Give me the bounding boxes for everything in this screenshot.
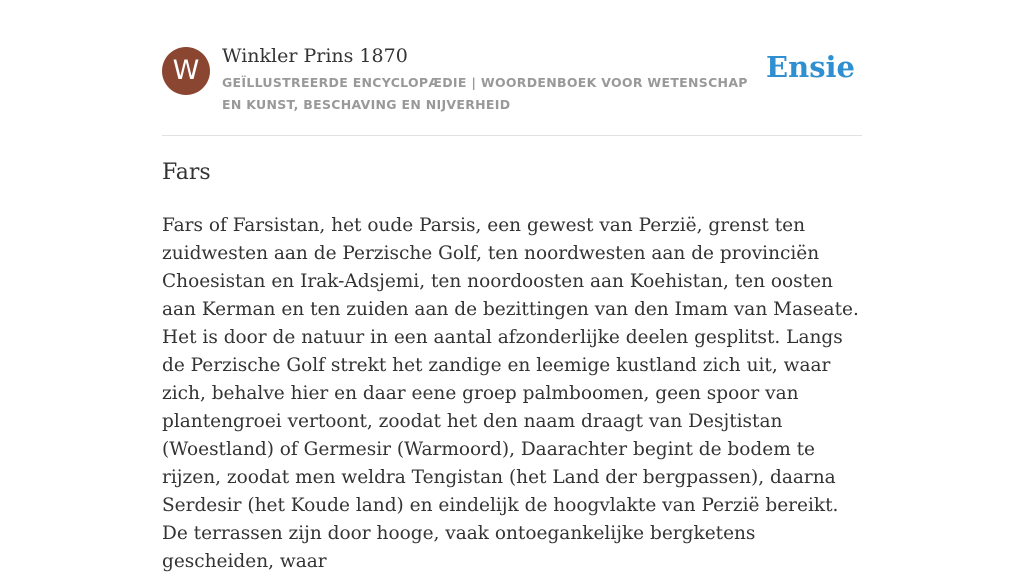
source-avatar[interactable]: W [162,47,210,95]
ensie-logo[interactable]: Ensie [766,50,855,84]
source-title[interactable]: Winkler Prins 1870 [222,45,408,67]
entry-body: Fars of Farsistan, het oude Parsis, een gewest van Perzië, grenst ten zuidwesten aan de Perzische Golf, ten noordwesten aan de provinciën Choesistan en Irak-Adsjemi, ten noordoosten aan Koehistan, ten oosten aan Kerman en ten zuiden aan de bezittingen van den Imam van Maseate. Het is door de natuur in een aantal afzonderlijke deelen gesplitst. Langs de Perzische Golf strekt het zandige en leemige kustland zich uit, waar zich, behalve hier en daar eene groep palmboomen, geen spoor van plantengroei vertoont, zoodat het den naam draagt van Desjtistan (Woestland) of Germesir (Warmoord), Daarachter begint de bodem te rijzen, zoodat men weldra Tengistan (het Land der bergpassen), daarna Serdesir (het Koude land) en eindelijk de hoogvlakte van Perzië bereikt. De terrassen zijn door hooge, vaak ontoegankelijke bergketens gescheiden, waar [162,215,859,572]
header-divider [162,135,862,136]
source-subtitle: GEÏLLUSTREERDE ENCYCLOPÆDIE | WOORDENBOEK VOOR WETENSCHAP EN KUNST, BESCHAVING EN NIJVERHEID [222,75,748,112]
source-header [162,44,862,136]
entry-title: Fars [162,160,211,185]
